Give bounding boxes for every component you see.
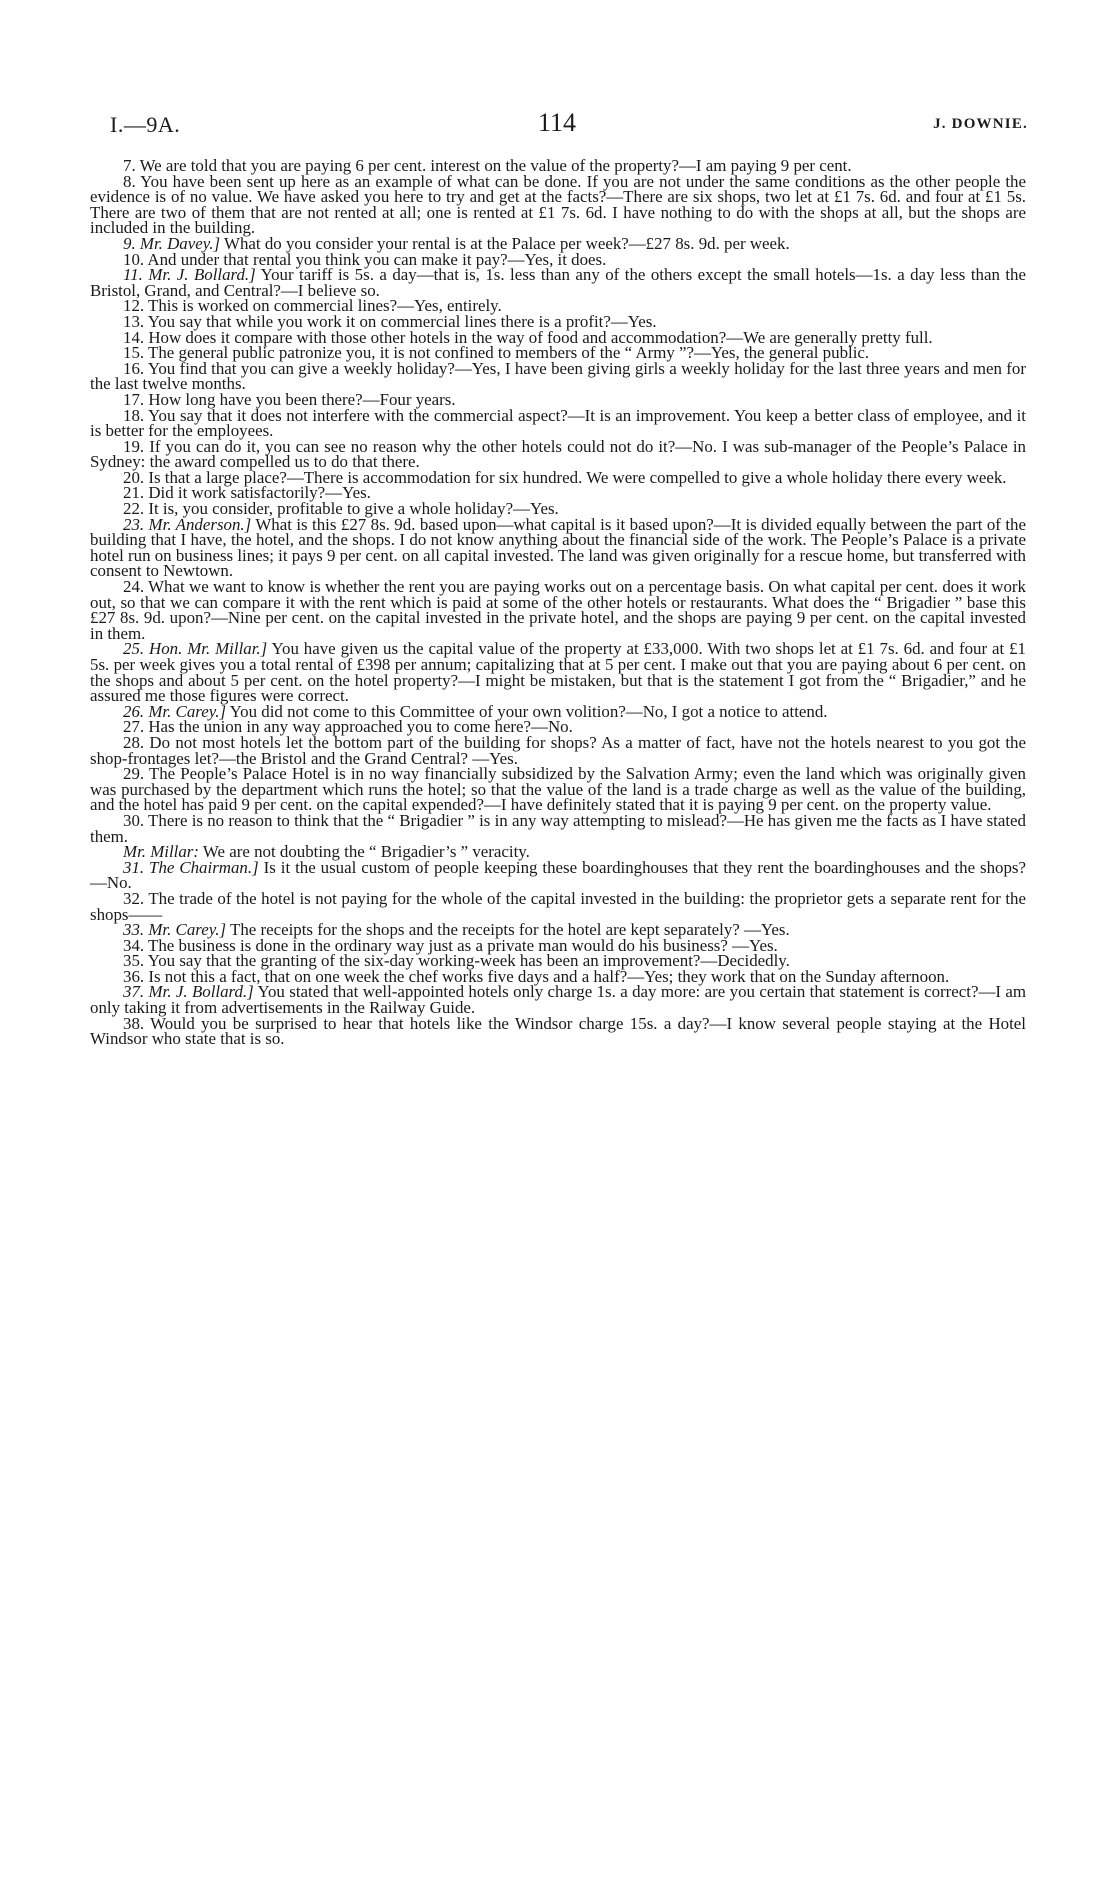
evidence-paragraph [90,405,1026,441]
paper-reference: I.—9A. [110,112,181,137]
paragraph-text: What is this £27 8s. 9d. based upon—what capital is it based upon?—It is divided equally between the part of the building that I have, the hotel, and the shops. I do not know anything about the financial side of the work. The People’s Palace is a private hotel run on business lines; it pays 9 per cent. on all capital invested. The land was given originally for a rescue home, but transferred with consent to Newtown. [90,514,1026,581]
question-speaker: 37. Mr. J. Bollard.] [123,982,254,1002]
evidence-paragraph [90,857,1027,893]
question-speaker: 23. Mr. Anderson.] [123,514,252,534]
paragraph-text: 29. The People’s Palace Hotel is in no way financially subsidized by the Salvation Army; even the land which was originally given was purchased by the department which runs the hotel; so that the value of the land is a trade charge as well as the value of the building, and the hotel has paid 9 per cent. on the capital expended?—I have definitely stated that it is paying 9 per cent. on the property value. [90,764,1026,815]
question-speaker: 9. Mr. Davey.] [123,233,221,253]
paragraph-text: 14. How does it compare with those other hotels in the way of food and accommodation?—We are generally pretty full. [123,327,933,347]
paragraph-text: You did not come to this Committee of your own volition?—No, I got a notice to attend. [226,701,828,721]
question-speaker: 11. Mr. J. Bollard.] [123,265,256,285]
paragraph-text: 18. You say that it does not interfere with the commercial aspect?—It is an improvement. You keep a better class of employee, and it is better for the employees. [90,405,1026,441]
paragraph-text: 8. You have been sent up here as an example of what can be done. If you are not under the same conditions as the other people the evidence is of no value. We have asked you here to try and get at the facts?—There are six shops, two let at £1 7s. 6d. and four at £1 5s. There are two of them that are not rented at all; one is rented at £1 7s. 6d. I have nothing to do with the shops at all, but the shops are included in the building. [90,171,1026,238]
paragraph-text: 36. Is not this a fact, that on one week the chef works five days and a half?—Yes; they work that on the Sunday afternoon. [123,966,950,986]
paragraph-text: What do you consider your rental is at the Palace per week?—£27 8s. 9d. per week. [220,233,790,253]
evidence-paragraph [90,732,1026,768]
paragraph-text: Your tariff is 5s. a day—that is, 1s. less than any of the others except the small hotels—1s. a day less than the Bristol, Grand, and Central?—I believe so. [90,265,1026,300]
page-number: 114 [537,108,577,137]
paragraph-text: The receipts for the shops and the receipts for the hotel are kept separately? —Yes. [226,920,790,940]
paragraph-text: 27. Has the union in any way approached you to come here?—No. [123,717,573,737]
paragraph-text: 12. This is worked on commercial lines?—Yes, entirely. [123,296,502,316]
question-speaker: 33. Mr. Carey.] [123,920,227,940]
paragraph-text: 15. The general public patronize you, it is not confined to members of the “ Army ”?—Yes, the general public. [123,343,870,363]
question-speaker: 26. Mr. Carey.] [123,701,227,721]
question-speaker: 31. The Chairman.] [123,857,259,877]
paragraph-text: 7. We are told that you are paying 6 per cent. interest on the value of the property?—I am paying 9 per cent. [123,156,852,175]
paragraph-text: 10. And under that rental you think you can make it pay?—Yes, it does. [123,249,607,269]
paragraph-text: 20. Is that a large place?—There is accommodation for six hundred. We were compelled to give a whole holiday there every week. [123,467,1007,487]
paragraph-text: 13. You say that while you work it on commercial lines there is a profit?—Yes. [123,311,657,331]
evidence-paragraph [90,982,1026,1018]
paragraph-text: We are not doubting the “ Brigadier’s ” veracity. [199,842,530,862]
paragraph-text: 28. Do not most hotels let the bottom part of the building for shops? As a matter of fact, have not the hotels nearest to you got the shop-frontages let?—the Bristol and the Grand Central? —Yes. [90,732,1026,768]
evidence-paragraph [90,514,1026,581]
paragraph-text: 30. There is no reason to think that the “ Brigadier ” is in any way attempting to mislead?—He has given me the facts as I have stated them. [90,810,1026,846]
paragraph-text: 24. What we want to know is whether the rent you are paying works out on a percentage basis. On what capital per cent. does it work out, so that we can compare it with the rent which is paid at some of the other hotels or restaurants. What does the “ Brigadier ” base this £27 8s. 9d. upon?—Nine per cent. on the capital invested in the private hotel, and the shops are paying 9 per cent. on the capital invested in them. [90,577,1026,643]
page-header [0,108,1114,142]
evidence-body [90,158,1026,1047]
paragraph-text: 38. Would you be surprised to hear that hotels like the Windsor charge 15s. a day?—I know several people staying at the Hotel Windsor who state that is so. [90,1013,1026,1049]
paragraph-text: 17. How long have you been there?—Four years. [123,389,456,409]
paragraph-text: 19. If you can do it, you can see no reason why the other hotels could not do it?—No. I was sub-manager of the People’s Palace in Sydney: the award compelled us to do that there. [90,436,1026,472]
evidence-paragraph [90,436,1026,472]
evidence-paragraph [90,358,1026,394]
paragraph-text: 22. It is, you consider, profitable to give a whole holiday?—Yes. [123,499,559,519]
evidence-paragraph [90,810,1026,846]
evidence-paragraph [90,888,1026,924]
paragraph-text: 21. Did it work satisfactorily?—Yes. [123,483,371,503]
paragraph-text: 16. You find that you can give a weekly holiday?—Yes, I have been giving girls a weekly holiday for the last three years and men for the last twelve months. [90,358,1026,394]
evidence-paragraph [90,171,1026,238]
paragraph-text: 34. The business is done in the ordinary way just as a private man would do his business? —Yes. [123,935,778,955]
paragraph-text: 35. You say that the granting of the six-day working-week has been an improvement?—Decidedly. [123,951,790,971]
evidence-paragraph [90,766,1026,813]
paragraph-text: 32. The trade of the hotel is not paying for the whole of the capital invested in the building: the proprietor gets a separate rent for the shops—— [90,888,1026,924]
evidence-paragraph [90,1013,1026,1049]
evidence-paragraph [90,579,1026,641]
paragraph-text: You stated that well-appointed hotels only charge 1s. a day more: are you certain that statement is correct?—I am only taking it from advertisements in the Railway Guide. [90,982,1026,1018]
question-speaker: 25. Hon. Mr. Millar.] [123,639,268,659]
evidence-paragraph [90,267,1026,298]
paragraph-text: Is it the usual custom of people keeping these boardinghouses that they rent the boardinghouses and the shops?—No. [90,857,1027,893]
question-speaker: Mr. Millar: [123,842,200,862]
paragraph-text: You have given us the capital value of the property at £33,000. With two shops let at £1 7s. 6d. and four at £1 5s. per week gives you a total rental of £398 per annum; capitalizing that at 5 per cent. I make out that you are paying about 6 per cent. on the shops and about 5 per cent. on the hotel property?—I might be mistaken, but that is the statement I got from the “ Brigadier,” and he assured me those figures were correct. [90,639,1026,706]
evidence-paragraph [90,639,1026,706]
witness-name: J. DOWNIE. [933,116,1028,132]
